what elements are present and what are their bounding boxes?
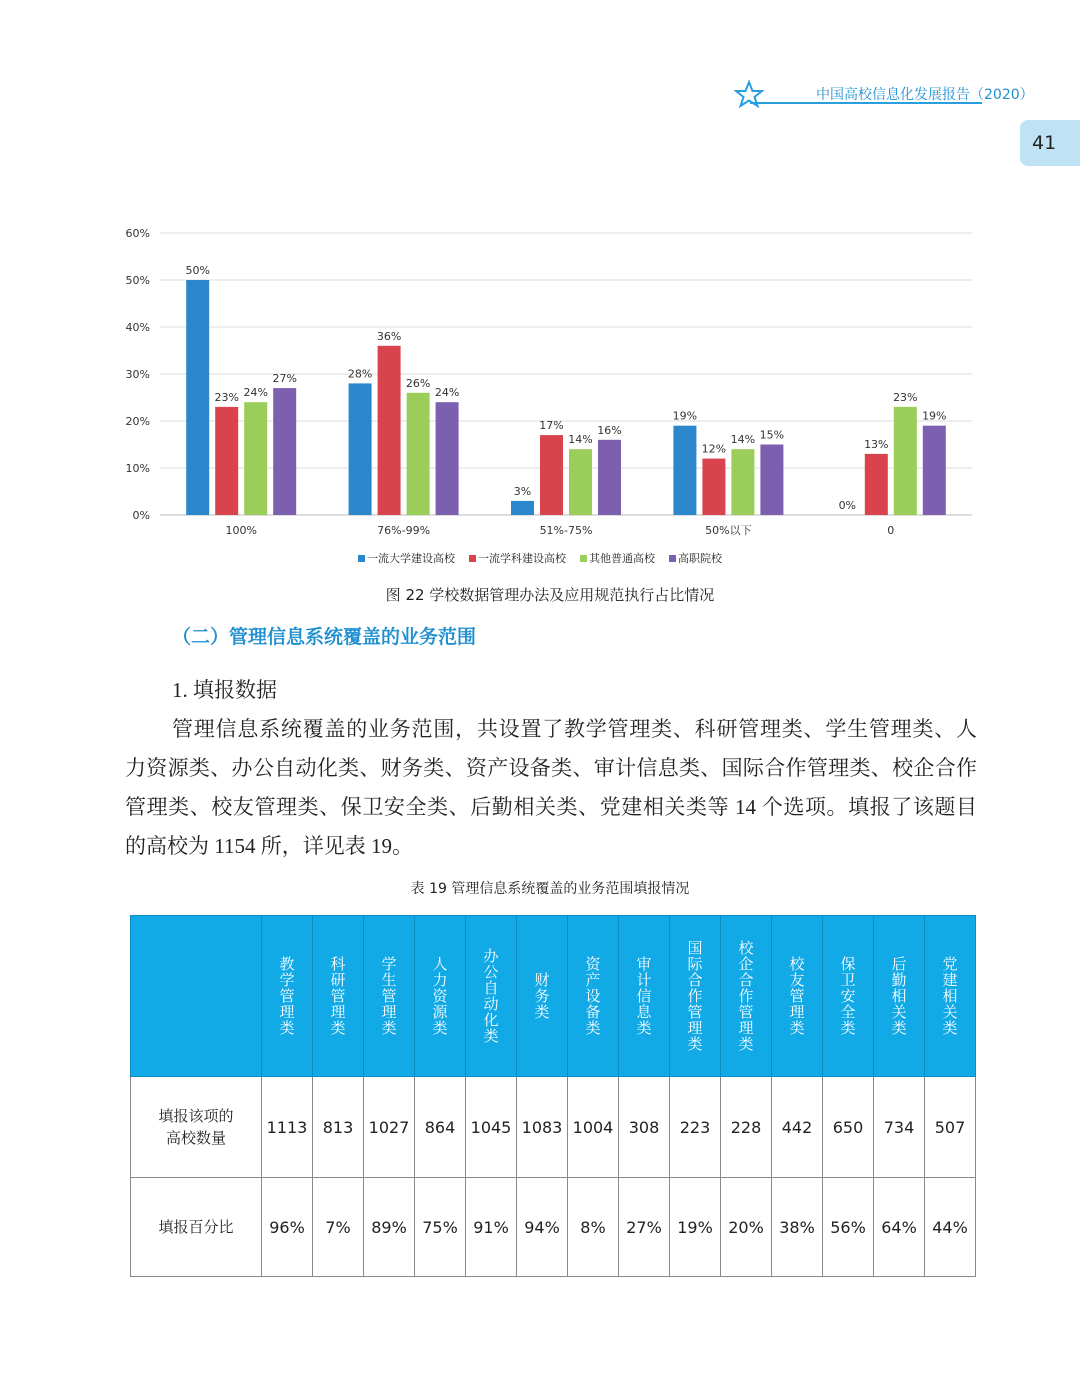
table-cell: 7% [313, 1178, 364, 1277]
table-cell: 228 [721, 1077, 772, 1178]
column-header-label: 审计信息类 [634, 956, 653, 1036]
y-tick-label: 60% [125, 227, 150, 240]
table-cell: 223 [670, 1077, 721, 1178]
data-label: 0% [838, 499, 857, 512]
table-row [131, 1178, 976, 1277]
table-cell: 96% [262, 1178, 313, 1277]
table-cell: 1027 [364, 1077, 415, 1178]
table-cell: 308 [619, 1077, 670, 1178]
column-header [772, 916, 823, 1077]
legend-label: 一流学科建设高校 [478, 552, 566, 565]
table-cell: 56% [823, 1178, 874, 1277]
y-tick-label: 20% [125, 415, 150, 428]
table-cell: 8% [568, 1178, 619, 1277]
bar [511, 501, 534, 515]
table-cell: 94% [517, 1178, 568, 1277]
table-cell: 650 [823, 1077, 874, 1178]
y-tick-label: 30% [125, 368, 150, 381]
bar [436, 402, 459, 515]
bar [760, 445, 783, 516]
data-label: 3% [513, 484, 532, 498]
x-tick-label: 76%-99% [377, 524, 431, 537]
legend-swatch [580, 555, 587, 562]
column-header [313, 916, 364, 1077]
running-header: 中国高校信息化发展报告（2020） [816, 87, 1034, 103]
data-label: 16% [597, 423, 622, 437]
y-tick-label: 50% [125, 274, 150, 287]
legend-label: 一流大学建设高校 [367, 552, 455, 565]
column-header [364, 916, 415, 1077]
bar [923, 426, 946, 515]
x-tick-label: 100% [225, 524, 257, 537]
bar [569, 449, 592, 515]
column-header-label: 学生管理类 [379, 956, 398, 1036]
legend-item [358, 550, 455, 566]
column-header [670, 916, 721, 1077]
column-header-label: 后勤相关类 [889, 956, 908, 1036]
paragraph-line: 力资源类、办公自动化类、财务类、资产设备类、审计信息类、国际合作管理类、校企合作 [125, 756, 977, 780]
column-header [619, 916, 670, 1077]
bar [598, 440, 621, 515]
table-cell: 75% [415, 1178, 466, 1277]
table-cell: 91% [466, 1178, 517, 1277]
data-label: 17% [539, 419, 564, 433]
data-table [130, 915, 976, 1277]
table-cell: 20% [721, 1178, 772, 1277]
table-cell: 89% [364, 1178, 415, 1277]
table-cell: 44% [925, 1178, 976, 1277]
column-header [874, 916, 925, 1077]
bar [540, 435, 563, 515]
table-cell: 507 [925, 1077, 976, 1178]
bar [215, 407, 238, 515]
bar [378, 346, 401, 515]
column-header-label: 教学管理类 [277, 956, 296, 1036]
column-header-label: 科研管理类 [328, 956, 347, 1036]
subheading: 1. 填报数据 [172, 678, 277, 702]
column-header [262, 916, 313, 1077]
table-cell: 1113 [262, 1077, 313, 1178]
column-header-label: 国际合作管理类 [685, 940, 704, 1052]
data-label: 28% [347, 367, 373, 381]
paragraph-line: 管理类、校友管理类、保卫安全类、后勤相关类、党建相关类等 14 个选项。填报了该题目 [125, 795, 977, 819]
section-heading: （二）管理信息系统覆盖的业务范围 [172, 626, 477, 648]
data-label: 14% [730, 433, 756, 447]
legend-label: 其他普通高校 [589, 552, 655, 565]
column-header-label: 财务类 [532, 972, 551, 1020]
paragraph-line: 管理信息系统覆盖的业务范围，共设置了教学管理类、科研管理类、学生管理类、人 [172, 717, 977, 741]
bar-chart [100, 220, 1000, 545]
header-corner [131, 916, 262, 1077]
table-cell: 734 [874, 1077, 925, 1178]
bar [273, 388, 296, 515]
bar [244, 402, 267, 515]
column-header-label: 人力资源类 [430, 956, 449, 1036]
column-header [517, 916, 568, 1077]
column-header-label: 校友管理类 [787, 956, 806, 1036]
bar [702, 459, 725, 515]
column-header [466, 916, 517, 1077]
table-cell: 1045 [466, 1077, 517, 1178]
data-label: 24% [434, 386, 460, 400]
legend-item [580, 550, 655, 566]
data-label: 13% [864, 437, 889, 451]
data-label: 26% [405, 376, 431, 390]
bar [673, 426, 696, 515]
page-number: 41 [1020, 120, 1080, 166]
data-label: 50% [185, 264, 210, 277]
table-header-row [131, 916, 976, 1077]
table-row [131, 1077, 976, 1178]
column-header-label: 保卫安全类 [838, 956, 857, 1036]
column-header-label: 党建相关类 [940, 956, 959, 1036]
data-label: 27% [272, 372, 297, 386]
table-cell: 864 [415, 1077, 466, 1178]
table-cell: 1004 [568, 1077, 619, 1178]
legend-swatch [358, 555, 365, 562]
data-label: 23% [214, 390, 239, 404]
table-cell: 27% [619, 1178, 670, 1277]
table-cell: 813 [313, 1077, 364, 1178]
y-tick-label: 0% [132, 509, 150, 522]
legend-swatch [469, 555, 476, 562]
chart-legend [0, 550, 1080, 566]
figure-caption: 图 22 学校数据管理办法及应用规范执行占比情况 [385, 586, 715, 604]
column-header-label: 校企合作管理类 [736, 940, 755, 1052]
data-label: 36% [376, 329, 402, 343]
data-label: 19% [672, 409, 698, 423]
column-header [568, 916, 619, 1077]
table-cell: 38% [772, 1178, 823, 1277]
column-header [925, 916, 976, 1077]
bar [731, 449, 754, 515]
y-tick-label: 40% [125, 321, 150, 334]
legend-swatch [669, 555, 676, 562]
legend-item [469, 550, 566, 566]
column-header [415, 916, 466, 1077]
bar [407, 393, 430, 515]
y-tick-label: 10% [125, 462, 150, 475]
x-tick-label: 51%-75% [539, 524, 593, 537]
data-label: 14% [568, 433, 593, 447]
bar [186, 280, 209, 515]
table-cell: 442 [772, 1077, 823, 1178]
column-header-label: 资产设备类 [583, 956, 602, 1036]
paragraph-line: 的高校为 1154 所，详见表 19。 [125, 834, 413, 858]
table-cell: 1083 [517, 1077, 568, 1178]
table-caption: 表 19 管理信息系统覆盖的业务范围填报情况 [410, 881, 690, 897]
legend-item [669, 550, 722, 566]
row-label: 填报该项的高校数量 [131, 1077, 262, 1178]
row-label: 填报百分比 [131, 1178, 262, 1277]
x-tick-label: 50%以下 [705, 524, 752, 537]
column-header [823, 916, 874, 1077]
x-tick-label: 0 [887, 524, 895, 537]
legend-label: 高职院校 [678, 552, 722, 565]
data-label: 23% [893, 390, 918, 404]
table-cell: 64% [874, 1178, 925, 1277]
data-label: 12% [701, 442, 727, 456]
data-label: 19% [922, 409, 947, 423]
data-label: 24% [243, 386, 268, 400]
bar [865, 454, 888, 515]
bar [894, 407, 917, 515]
column-header [721, 916, 772, 1077]
table-cell: 19% [670, 1178, 721, 1277]
bar [349, 383, 372, 515]
column-header-label: 办公自动化类 [481, 948, 500, 1044]
data-label: 15% [759, 428, 785, 442]
